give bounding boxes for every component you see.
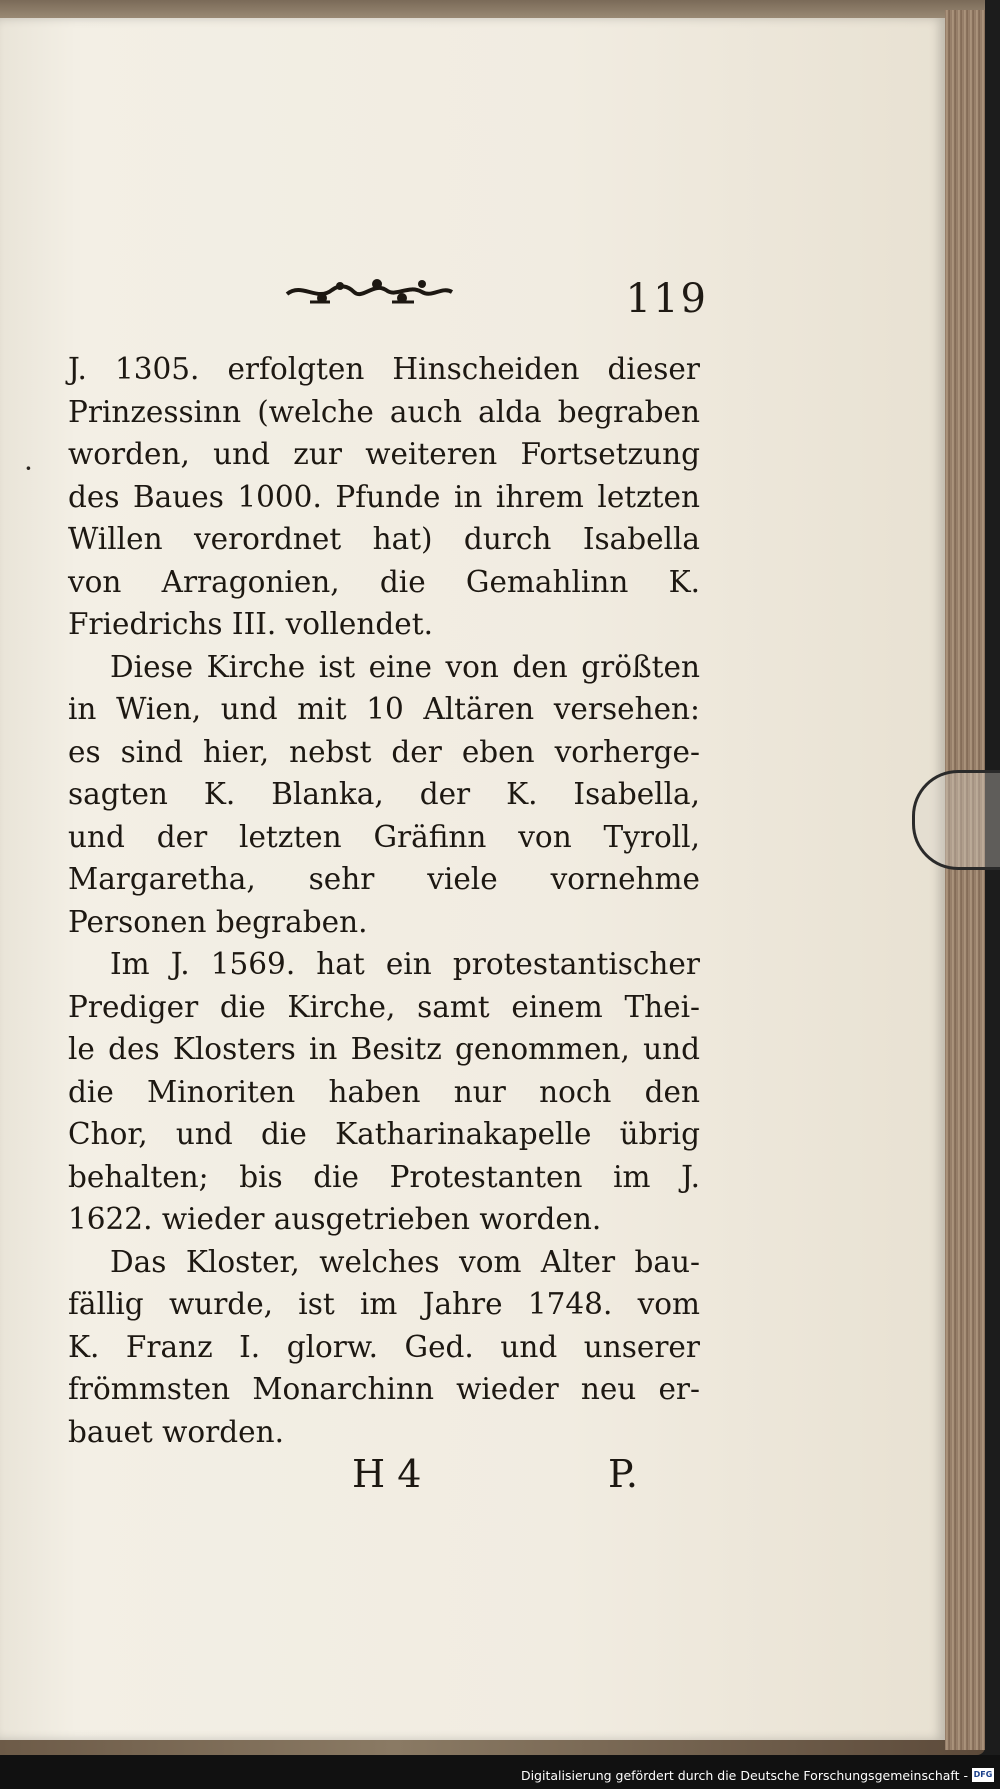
catchword: P. xyxy=(608,1452,638,1496)
page-fore-edge xyxy=(945,10,985,1750)
text-line: von Arragonien, die Gemahlinn K. xyxy=(68,564,700,599)
text-line: Personen begraben. xyxy=(68,904,368,939)
page-number: 119 xyxy=(625,276,708,322)
text-line: bauet worden. xyxy=(68,1414,284,1449)
text-line: worden, und zur weiteren Fortsetzung xyxy=(68,437,700,471)
text-line: Im J. 1569. hat ein protestantischer xyxy=(110,947,700,981)
dfg-logo: DFG xyxy=(972,1768,994,1782)
margin-mark: · xyxy=(24,452,33,485)
text-line: in Wien, und mit 10 Altären versehen: xyxy=(68,692,700,726)
text-line: es sind hier, nebst der eben vorherge- xyxy=(68,734,700,769)
text-line: 1622. wieder ausgetrieben worden. xyxy=(68,1202,602,1236)
digitization-credit: Digitalisierung gefördert durch die Deutsche Forschungsgemeinschaft - xyxy=(520,1768,968,1783)
text-line: Prinzessinn (welche auch alda begraben xyxy=(68,394,700,429)
text-line: J. 1305. erfolgten Hinscheiden dieser xyxy=(68,352,700,386)
text-line: Diese Kirche ist eine von den größten xyxy=(110,649,700,684)
body-text xyxy=(68,348,700,1453)
text-line: Friedrichs III. vollendet. xyxy=(68,607,433,641)
page-clip xyxy=(912,770,1000,870)
signature-mark: H 4 xyxy=(352,1452,422,1496)
text-line: Chor, und die Katharinakapelle übrig xyxy=(68,1117,700,1151)
text-line: sagten K. Blanka, der K. Isabella, xyxy=(68,777,700,811)
text-line: des Baues 1000. Pfunde in ihrem letzten xyxy=(68,479,700,514)
text-line: le des Klosters in Besitz genommen, und xyxy=(68,1032,700,1066)
text-line: und der letzten Gräfinn von Tyroll, xyxy=(68,819,700,854)
text-line: behalten; bis die Protestanten im J. xyxy=(68,1159,700,1194)
text-line: frömmsten Monarchinn wieder neu er- xyxy=(68,1372,700,1406)
text-line: K. Franz I. glorw. Ged. und unserer xyxy=(68,1329,700,1364)
text-line: fällig wurde, ist im Jahre 1748. vom xyxy=(68,1287,700,1321)
text-line: Das Kloster, welches vom Alter bau- xyxy=(110,1244,700,1279)
text-line: Prediger die Kirche, samt einem Thei- xyxy=(68,989,700,1024)
printers-ornament xyxy=(282,272,457,312)
text-line: die Minoriten haben nur noch den xyxy=(68,1074,700,1109)
text-line: Margaretha, sehr viele vornehme xyxy=(68,862,700,896)
text-line: Willen verordnet hat) durch Isabella xyxy=(68,522,700,556)
